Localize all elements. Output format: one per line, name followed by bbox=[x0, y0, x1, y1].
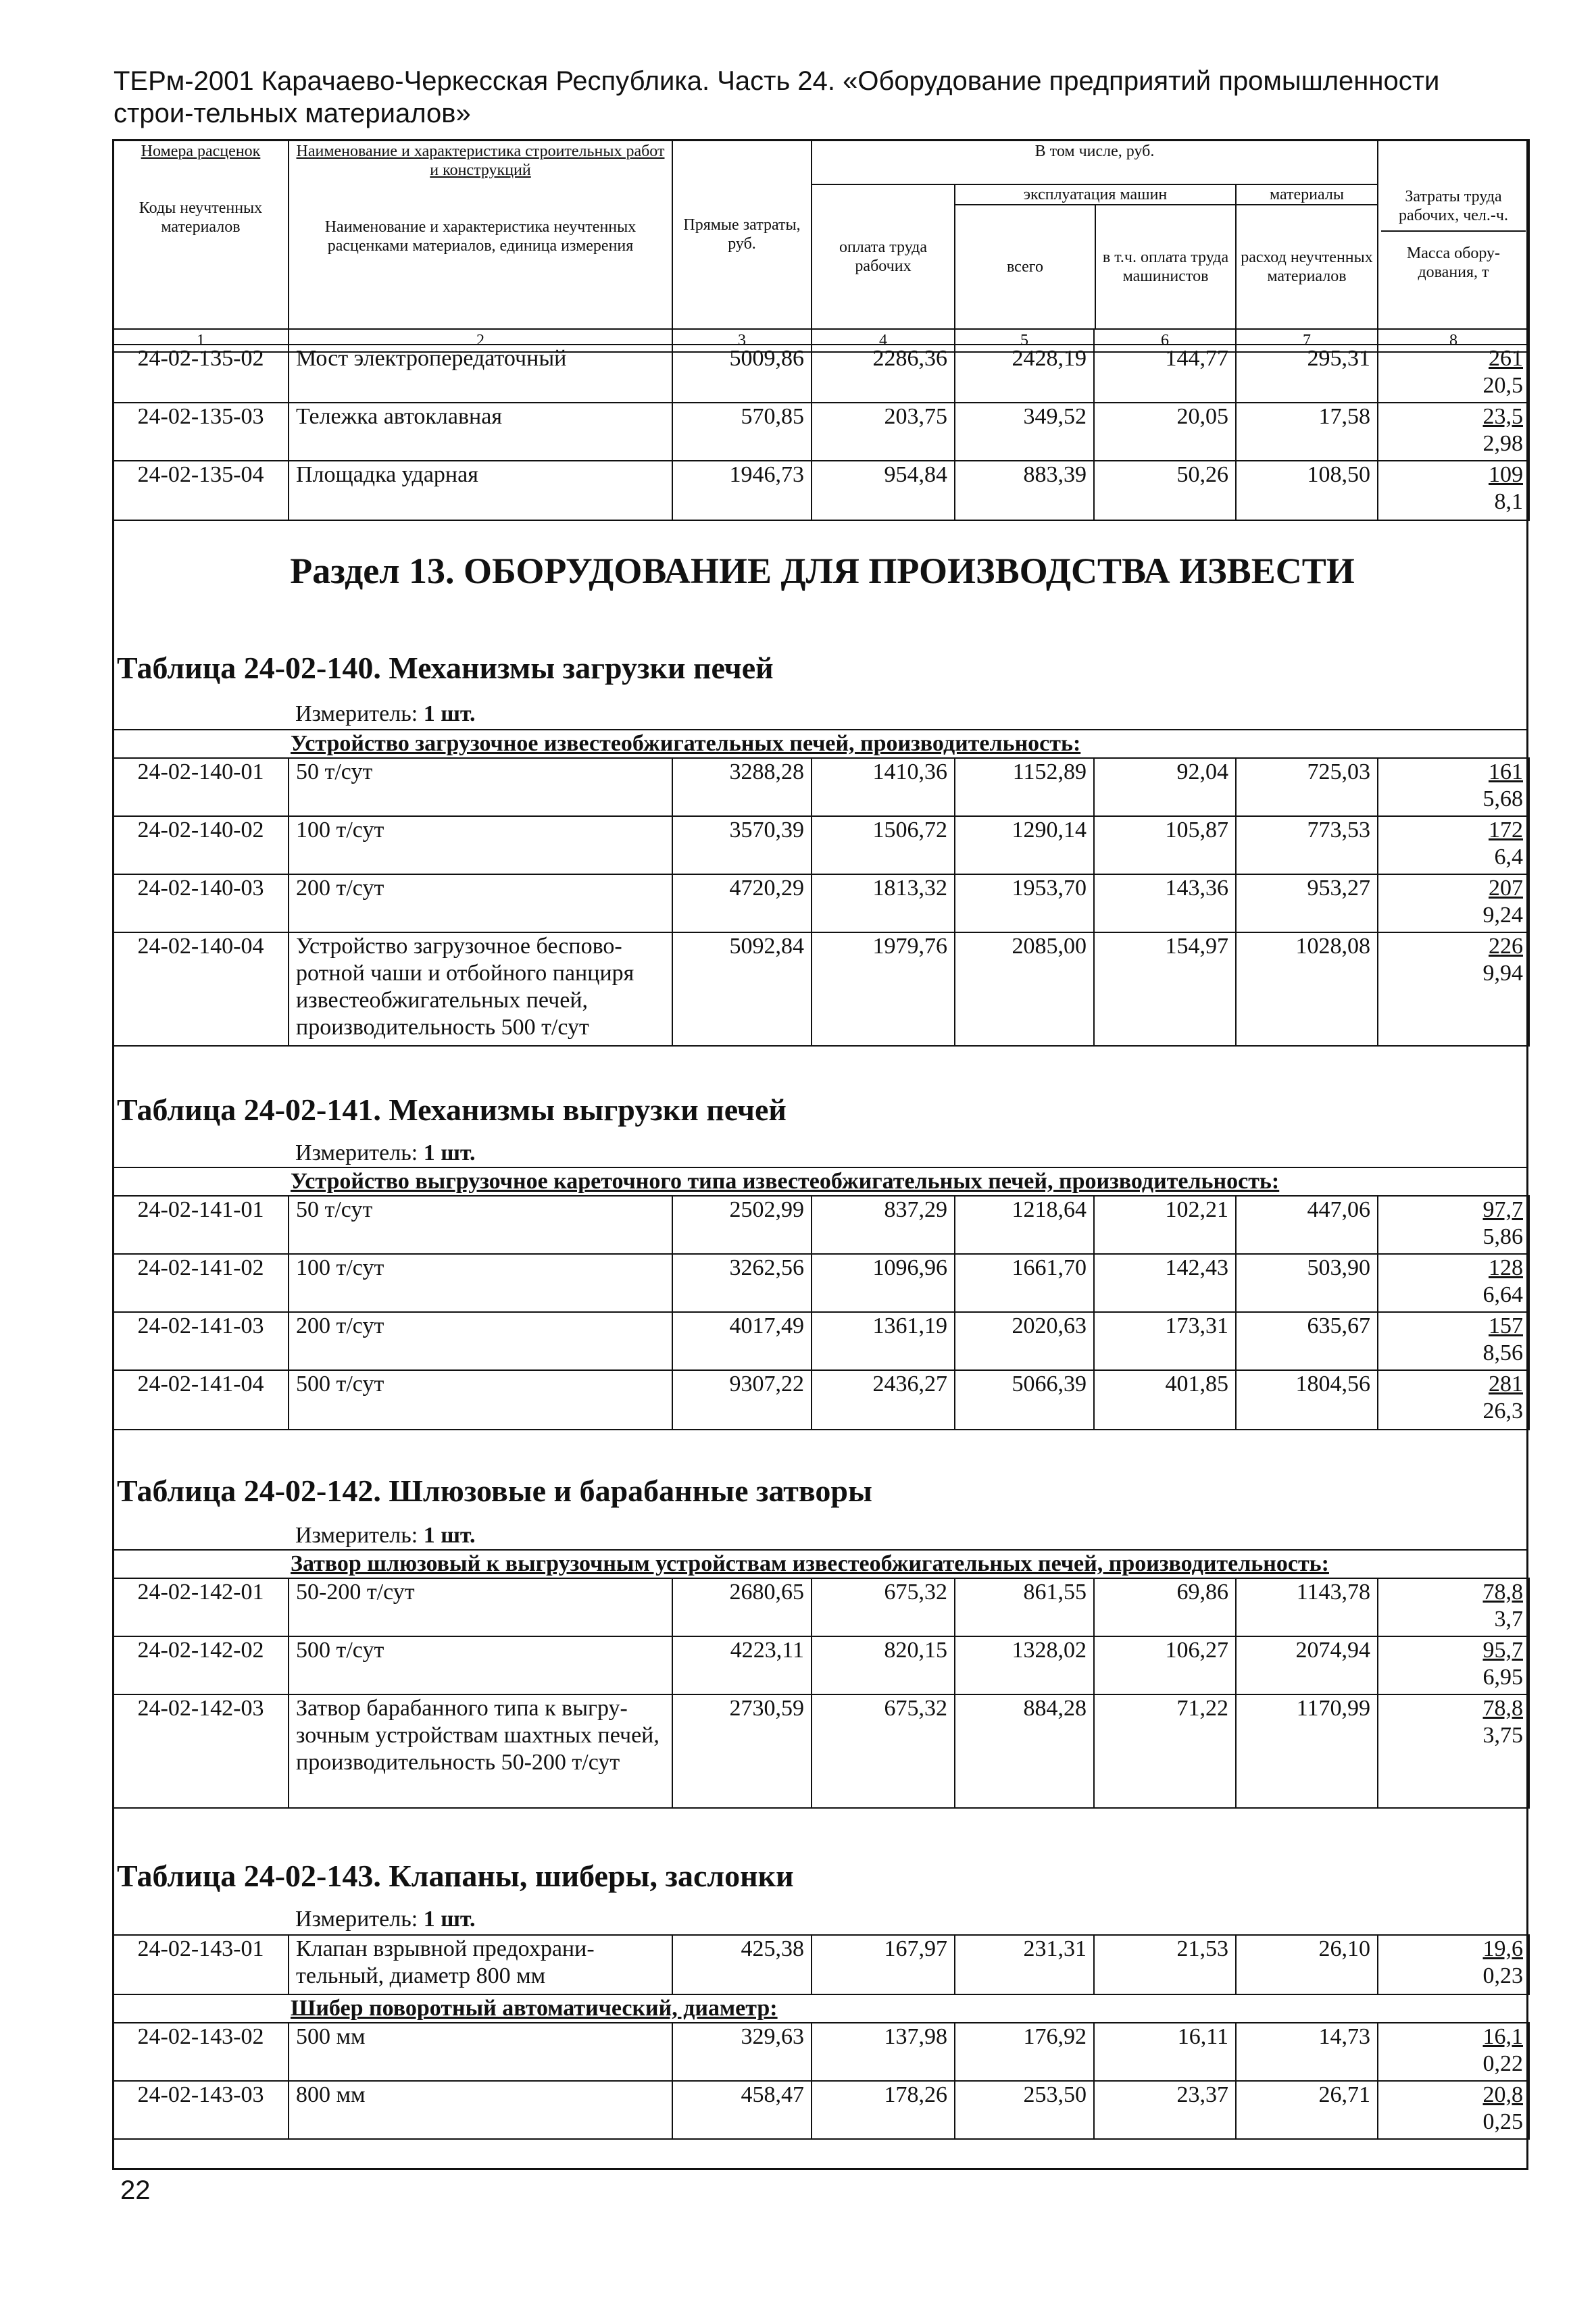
labor-hours: 97,7 bbox=[1482, 1197, 1523, 1222]
equipment-mass: 9,24 bbox=[1482, 903, 1523, 928]
table-title: Таблица 24-02-142. Шлюзовые и барабанные затворы bbox=[117, 1474, 872, 1508]
group-header-row bbox=[112, 1994, 1528, 2023]
labor-pay: 820,15 bbox=[812, 1636, 955, 1694]
rate-name: 50 т/сут bbox=[289, 758, 672, 816]
equipment-mass: 3,75 bbox=[1482, 1723, 1523, 1748]
rate-code: 24-02-140-02 bbox=[113, 816, 289, 874]
rate-name: 500 т/сут bbox=[289, 1636, 672, 1694]
rate-code: 24-02-141-01 bbox=[113, 1196, 289, 1254]
rate-code: 24-02-135-04 bbox=[113, 461, 289, 520]
direct-costs: 4223,11 bbox=[672, 1636, 812, 1694]
equipment-mass: 3,7 bbox=[1494, 1607, 1523, 1632]
direct-costs: 5009,86 bbox=[672, 345, 812, 403]
table-row bbox=[113, 1694, 1529, 1808]
equipment-mass: 2,98 bbox=[1482, 431, 1523, 456]
price-table bbox=[112, 1195, 1530, 1430]
labor-pay: 178,26 bbox=[812, 2081, 955, 2139]
machine-operator-pay: 144,77 bbox=[1094, 345, 1236, 403]
table-row bbox=[113, 2081, 1529, 2139]
direct-costs: 3262,56 bbox=[672, 1254, 812, 1312]
rate-code: 24-02-143-03 bbox=[113, 2081, 289, 2139]
materials-cost: 725,03 bbox=[1236, 758, 1378, 816]
materials-cost: 26,71 bbox=[1236, 2081, 1378, 2139]
labor-hours-mass bbox=[1378, 1578, 1529, 1636]
direct-costs: 2680,65 bbox=[672, 1578, 812, 1636]
header-labor-mass: Затраты труда рабочих, чел.-ч. Масса обору-дования, т bbox=[1378, 140, 1529, 329]
equipment-mass: 5,68 bbox=[1482, 786, 1523, 811]
price-table bbox=[112, 1578, 1530, 1809]
equipment-mass: 0,25 bbox=[1482, 2109, 1523, 2134]
table-row bbox=[113, 1578, 1529, 1636]
labor-hours: 109 bbox=[1489, 462, 1523, 487]
rate-code: 24-02-141-03 bbox=[113, 1312, 289, 1370]
table-row bbox=[113, 758, 1529, 816]
header-machine-operators: в т.ч. оплата труда машинистов bbox=[1102, 249, 1229, 285]
rate-name: 100 т/сут bbox=[289, 816, 672, 874]
materials-cost: 295,31 bbox=[1236, 345, 1378, 403]
measure-unit: Измеритель: 1 шт. bbox=[295, 1140, 476, 1165]
machine-costs: 883,39 bbox=[955, 461, 1094, 520]
header-labor-pay: оплата труда рабочих bbox=[812, 184, 955, 329]
labor-pay: 2286,36 bbox=[812, 345, 955, 403]
labor-pay: 203,75 bbox=[812, 403, 955, 461]
rate-name: 50-200 т/сут bbox=[289, 1578, 672, 1636]
materials-cost: 108,50 bbox=[1236, 461, 1378, 520]
rate-name: Устройство загрузочное беспово-ротной чаши и отбойного панциря известеобжигательных печей, производительность 500 т/сут bbox=[289, 932, 672, 1046]
labor-hours: 20,8 bbox=[1482, 2082, 1523, 2107]
machine-operator-pay: 20,05 bbox=[1094, 403, 1236, 461]
machine-operator-pay: 102,21 bbox=[1094, 1196, 1236, 1254]
price-table bbox=[112, 344, 1530, 521]
page-number: 22 bbox=[120, 2175, 151, 2205]
table-row bbox=[113, 461, 1529, 520]
materials-cost: 773,53 bbox=[1236, 816, 1378, 874]
labor-hours: 207 bbox=[1489, 876, 1523, 901]
labor-hours-mass bbox=[1378, 932, 1529, 1046]
equipment-mass: 8,56 bbox=[1482, 1340, 1523, 1365]
labor-hours-mass bbox=[1378, 1636, 1529, 1694]
table-row bbox=[113, 403, 1529, 461]
equipment-mass: 9,94 bbox=[1482, 961, 1523, 986]
header-materials: материалы расход неучтенных материалов bbox=[1236, 184, 1378, 329]
labor-hours: 157 bbox=[1489, 1313, 1523, 1338]
header-name: Наименование и характеристика строительных работ и конструкций Наименование и характеристика неучтенных расценками материалов, единица измерения bbox=[289, 140, 672, 329]
price-table bbox=[112, 757, 1530, 1047]
direct-costs: 2730,59 bbox=[672, 1694, 812, 1808]
rate-name: 200 т/сут bbox=[289, 1312, 672, 1370]
table-row bbox=[113, 1636, 1529, 1694]
equipment-mass: 26,3 bbox=[1482, 1399, 1523, 1424]
machine-operator-pay: 50,26 bbox=[1094, 461, 1236, 520]
equipment-mass: 6,64 bbox=[1482, 1282, 1523, 1307]
table-row bbox=[113, 932, 1529, 1046]
machine-costs: 1661,70 bbox=[955, 1254, 1094, 1312]
rate-code: 24-02-135-03 bbox=[113, 403, 289, 461]
direct-costs: 3570,39 bbox=[672, 816, 812, 874]
labor-hours-mass bbox=[1378, 1935, 1529, 1994]
direct-costs: 4720,29 bbox=[672, 874, 812, 932]
materials-cost: 2074,94 bbox=[1236, 1636, 1378, 1694]
header-machines: эксплуатация машин всего в т.ч. оплата труда машинистов bbox=[955, 184, 1236, 329]
group-title: Затвор шлюзовый к выгрузочным устройствам известеобжигательных печей, производительность: bbox=[113, 1550, 1528, 1578]
materials-cost: 14,73 bbox=[1236, 2023, 1378, 2081]
machine-operator-pay: 154,97 bbox=[1094, 932, 1236, 1046]
col-number: 8 bbox=[1378, 329, 1529, 352]
machine-costs: 1218,64 bbox=[955, 1196, 1094, 1254]
machine-operator-pay: 105,87 bbox=[1094, 816, 1236, 874]
direct-costs: 329,63 bbox=[672, 2023, 812, 2081]
materials-cost: 1143,78 bbox=[1236, 1578, 1378, 1636]
labor-hours: 95,7 bbox=[1482, 1638, 1523, 1663]
equipment-mass: 6,4 bbox=[1494, 845, 1523, 870]
group-header-row bbox=[112, 1549, 1528, 1579]
direct-costs: 425,38 bbox=[672, 1935, 812, 1994]
labor-pay: 954,84 bbox=[812, 461, 955, 520]
labor-hours-mass bbox=[1378, 816, 1529, 874]
rate-code: 24-02-140-04 bbox=[113, 932, 289, 1046]
labor-hours-mass bbox=[1378, 1694, 1529, 1808]
col-number: 1 bbox=[113, 329, 289, 352]
rate-name: 800 мм bbox=[289, 2081, 672, 2139]
machine-costs: 861,55 bbox=[955, 1578, 1094, 1636]
labor-hours-mass bbox=[1378, 1312, 1529, 1370]
machine-costs: 253,50 bbox=[955, 2081, 1094, 2139]
rate-code: 24-02-140-03 bbox=[113, 874, 289, 932]
table-row bbox=[113, 1312, 1529, 1370]
price-table bbox=[112, 2022, 1530, 2140]
rate-code: 24-02-141-04 bbox=[113, 1370, 289, 1430]
direct-costs: 458,47 bbox=[672, 2081, 812, 2139]
labor-pay: 675,32 bbox=[812, 1578, 955, 1636]
equipment-mass: 0,22 bbox=[1482, 2051, 1523, 2076]
measure-unit: Измеритель: 1 шт. bbox=[295, 701, 476, 726]
col-number: 7 bbox=[1236, 329, 1378, 352]
machine-operator-pay: 23,37 bbox=[1094, 2081, 1236, 2139]
machine-costs: 1290,14 bbox=[955, 816, 1094, 874]
table-row bbox=[113, 2023, 1529, 2081]
machine-costs: 176,92 bbox=[955, 2023, 1094, 2081]
machine-operator-pay: 106,27 bbox=[1094, 1636, 1236, 1694]
rate-name: 100 т/сут bbox=[289, 1254, 672, 1312]
labor-hours: 128 bbox=[1489, 1255, 1523, 1280]
rate-name: 200 т/сут bbox=[289, 874, 672, 932]
labor-hours-mass bbox=[1378, 1196, 1529, 1254]
rate-name: Тележка автоклавная bbox=[289, 403, 672, 461]
col-number: 5 bbox=[955, 329, 1094, 352]
materials-cost: 17,58 bbox=[1236, 403, 1378, 461]
machine-operator-pay: 143,36 bbox=[1094, 874, 1236, 932]
header-including: В том числе, руб. bbox=[812, 140, 1378, 184]
header-machines-total: всего bbox=[955, 205, 1096, 328]
rate-code: 24-02-142-02 bbox=[113, 1636, 289, 1694]
group-header-row bbox=[112, 1167, 1528, 1197]
table-row bbox=[113, 816, 1529, 874]
labor-hours-mass bbox=[1378, 1254, 1529, 1312]
materials-cost: 1028,08 bbox=[1236, 932, 1378, 1046]
table-row bbox=[113, 1254, 1529, 1312]
measure-unit: Измеритель: 1 шт. bbox=[295, 1907, 476, 1932]
rate-code: 24-02-135-02 bbox=[113, 345, 289, 403]
machine-operator-pay: 71,22 bbox=[1094, 1694, 1236, 1808]
rate-name: Затвор барабанного типа к выгру-зочным устройствам шахтных печей, производительность 50-200 т/сут bbox=[289, 1694, 672, 1808]
materials-cost: 26,10 bbox=[1236, 1935, 1378, 1994]
group-title: Устройство выгрузочное кареточного типа известеобжигательных печей, производительность: bbox=[113, 1167, 1528, 1196]
labor-pay: 1096,96 bbox=[812, 1254, 955, 1312]
direct-costs: 1946,73 bbox=[672, 461, 812, 520]
materials-cost: 447,06 bbox=[1236, 1196, 1378, 1254]
labor-hours: 78,8 bbox=[1482, 1696, 1523, 1721]
col-number: 4 bbox=[812, 329, 955, 352]
materials-cost: 1804,56 bbox=[1236, 1370, 1378, 1430]
table-row bbox=[113, 874, 1529, 932]
labor-hours-mass bbox=[1378, 2023, 1529, 2081]
labor-hours-mass bbox=[1378, 461, 1529, 520]
col-number: 3 bbox=[672, 329, 812, 352]
group-title: Шибер поворотный автоматический, диаметр: bbox=[113, 1994, 1528, 2023]
measure-unit: Измеритель: 1 шт. bbox=[295, 1523, 476, 1548]
direct-costs: 9307,22 bbox=[672, 1370, 812, 1430]
rate-code: 24-02-140-01 bbox=[113, 758, 289, 816]
rate-code: 24-02-142-03 bbox=[113, 1694, 289, 1808]
labor-hours: 226 bbox=[1489, 934, 1523, 959]
equipment-mass: 5,86 bbox=[1482, 1224, 1523, 1249]
rate-code: 24-02-143-01 bbox=[113, 1935, 289, 1994]
machine-operator-pay: 21,53 bbox=[1094, 1935, 1236, 1994]
rate-name: 500 мм bbox=[289, 2023, 672, 2081]
table-row bbox=[113, 1196, 1529, 1254]
group-header-row bbox=[112, 729, 1528, 759]
rate-code: 24-02-142-01 bbox=[113, 1578, 289, 1636]
machine-costs: 2020,63 bbox=[955, 1312, 1094, 1370]
direct-costs: 2502,99 bbox=[672, 1196, 812, 1254]
group-title: Устройство загрузочное известеобжигательных печей, производительность: bbox=[113, 730, 1528, 758]
machine-costs: 5066,39 bbox=[955, 1370, 1094, 1430]
header-code: Номера расценок Коды неучтенных материалов bbox=[113, 140, 289, 329]
equipment-mass: 0,23 bbox=[1482, 1963, 1523, 1988]
section-title: Раздел 13. ОБОРУДОВАНИЕ ДЛЯ ПРОИЗВОДСТВА ИЗВЕСТИ bbox=[290, 551, 1355, 591]
machine-costs: 884,28 bbox=[955, 1694, 1094, 1808]
page-header: ТЕРм-2001 Карачаево-Черкесская Республика. Часть 24. «Оборудование предприятий промышленности строи-тельных материалов» bbox=[114, 66, 1440, 128]
rate-code: 24-02-143-02 bbox=[113, 2023, 289, 2081]
table-row bbox=[113, 1935, 1529, 1994]
machine-costs: 349,52 bbox=[955, 403, 1094, 461]
rate-name: Площадка ударная bbox=[289, 461, 672, 520]
direct-costs: 570,85 bbox=[672, 403, 812, 461]
header-direct-costs: Прямые затраты, руб. bbox=[672, 140, 812, 329]
equipment-mass: 6,95 bbox=[1482, 1665, 1523, 1690]
labor-hours: 172 bbox=[1489, 818, 1523, 842]
labor-hours-mass bbox=[1378, 1370, 1529, 1430]
table-title: Таблица 24-02-140. Механизмы загрузки печей bbox=[117, 651, 774, 685]
machine-costs: 2085,00 bbox=[955, 932, 1094, 1046]
labor-hours: 16,1 bbox=[1482, 2024, 1523, 2049]
materials-cost: 953,27 bbox=[1236, 874, 1378, 932]
labor-hours: 161 bbox=[1489, 759, 1523, 784]
labor-hours-mass bbox=[1378, 874, 1529, 932]
labor-pay: 167,97 bbox=[812, 1935, 955, 1994]
rate-name: 500 т/сут bbox=[289, 1370, 672, 1430]
table-title: Таблица 24-02-143. Клапаны, шиберы, заслонки bbox=[117, 1859, 794, 1893]
labor-hours: 281 bbox=[1489, 1372, 1523, 1397]
rate-code: 24-02-141-02 bbox=[113, 1254, 289, 1312]
machine-costs: 1152,89 bbox=[955, 758, 1094, 816]
labor-hours-mass bbox=[1378, 2081, 1529, 2139]
machine-operator-pay: 142,43 bbox=[1094, 1254, 1236, 1312]
col-number: 2 bbox=[289, 329, 672, 352]
price-table bbox=[112, 1934, 1530, 1995]
table-title: Таблица 24-02-141. Механизмы выгрузки печей bbox=[117, 1092, 787, 1127]
labor-pay: 137,98 bbox=[812, 2023, 955, 2081]
rate-name: 50 т/сут bbox=[289, 1196, 672, 1254]
labor-hours-mass bbox=[1378, 758, 1529, 816]
machine-costs: 1953,70 bbox=[955, 874, 1094, 932]
machine-operator-pay: 173,31 bbox=[1094, 1312, 1236, 1370]
labor-pay: 837,29 bbox=[812, 1196, 955, 1254]
materials-cost: 503,90 bbox=[1236, 1254, 1378, 1312]
direct-costs: 3288,28 bbox=[672, 758, 812, 816]
table-row bbox=[113, 345, 1529, 403]
equipment-mass: 20,5 bbox=[1482, 373, 1523, 398]
direct-costs: 5092,84 bbox=[672, 932, 812, 1046]
direct-costs: 4017,49 bbox=[672, 1312, 812, 1370]
labor-hours-mass bbox=[1378, 403, 1529, 461]
machine-costs: 1328,02 bbox=[955, 1636, 1094, 1694]
machine-operator-pay: 401,85 bbox=[1094, 1370, 1236, 1430]
rate-name: Мост электропередаточный bbox=[289, 345, 672, 403]
labor-hours: 19,6 bbox=[1482, 1936, 1523, 1961]
rate-name: Клапан взрывной предохрани-тельный, диаметр 800 мм bbox=[289, 1935, 672, 1994]
machine-costs: 2428,19 bbox=[955, 345, 1094, 403]
labor-pay: 1410,36 bbox=[812, 758, 955, 816]
table-frame bbox=[112, 139, 1528, 2170]
labor-hours: 78,8 bbox=[1482, 1580, 1523, 1605]
table-row bbox=[113, 1370, 1529, 1430]
labor-pay: 1506,72 bbox=[812, 816, 955, 874]
labor-pay: 1813,32 bbox=[812, 874, 955, 932]
labor-pay: 2436,27 bbox=[812, 1370, 955, 1430]
labor-pay: 675,32 bbox=[812, 1694, 955, 1808]
labor-hours: 261 bbox=[1489, 346, 1523, 371]
machine-operator-pay: 92,04 bbox=[1094, 758, 1236, 816]
column-header-table bbox=[112, 139, 1530, 353]
labor-pay: 1361,19 bbox=[812, 1312, 955, 1370]
machine-operator-pay: 16,11 bbox=[1094, 2023, 1236, 2081]
machine-operator-pay: 69,86 bbox=[1094, 1578, 1236, 1636]
materials-cost: 635,67 bbox=[1236, 1312, 1378, 1370]
equipment-mass: 8,1 bbox=[1494, 489, 1523, 514]
col-number: 6 bbox=[1094, 329, 1236, 352]
machine-costs: 231,31 bbox=[955, 1935, 1094, 1994]
labor-hours: 23,5 bbox=[1482, 404, 1523, 429]
labor-pay: 1979,76 bbox=[812, 932, 955, 1046]
labor-hours-mass bbox=[1378, 345, 1529, 403]
materials-cost: 1170,99 bbox=[1236, 1694, 1378, 1808]
